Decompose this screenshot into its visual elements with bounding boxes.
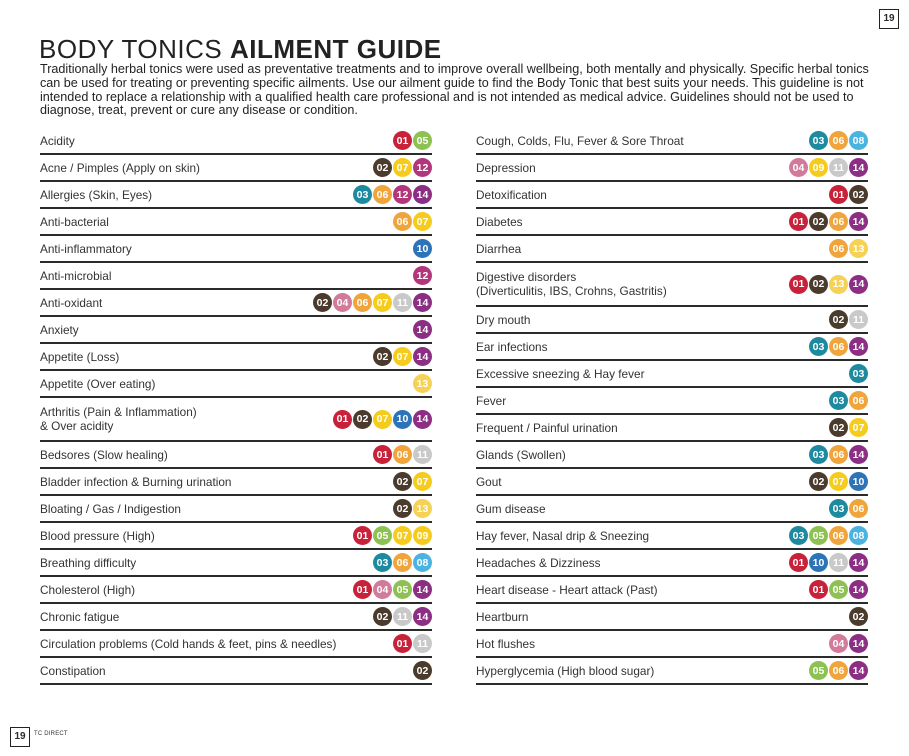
ailment-label: Blood pressure (High) bbox=[40, 528, 155, 543]
ailment-row bbox=[40, 290, 432, 317]
tonic-badges bbox=[849, 364, 868, 383]
ailment-row bbox=[476, 182, 868, 209]
tonic-badges bbox=[373, 553, 432, 572]
ailment-label: Constipation bbox=[40, 663, 106, 678]
tonic-badge: 02 bbox=[373, 158, 392, 177]
tonic-badge: 01 bbox=[809, 580, 828, 599]
ailment-row bbox=[40, 398, 432, 442]
tonic-badges bbox=[373, 607, 432, 626]
tonic-badges bbox=[373, 347, 432, 366]
ailment-label: Bedsores (Slow healing) bbox=[40, 447, 168, 462]
tonic-badge: 01 bbox=[333, 410, 352, 429]
tonic-badges bbox=[829, 310, 868, 329]
ailment-label: Headaches & Dizziness bbox=[476, 555, 601, 570]
ailment-row bbox=[40, 523, 432, 550]
tonic-badges bbox=[809, 131, 868, 150]
tonic-badges bbox=[789, 275, 868, 294]
ailment-label: Heart disease - Heart attack (Past) bbox=[476, 582, 658, 597]
tonic-badge: 02 bbox=[413, 661, 432, 680]
tonic-badge: 08 bbox=[413, 553, 432, 572]
tonic-badges bbox=[809, 445, 868, 464]
brand-label: TC DIRECT bbox=[34, 731, 68, 737]
tonic-badge: 14 bbox=[413, 185, 432, 204]
ailment-row bbox=[476, 263, 868, 307]
tonic-badge: 11 bbox=[393, 607, 412, 626]
ailment-label: Frequent / Painful urination bbox=[476, 420, 618, 435]
ailment-row bbox=[476, 496, 868, 523]
tonic-badge: 11 bbox=[829, 158, 848, 177]
ailment-label: Anti-bacterial bbox=[40, 214, 109, 229]
tonic-badge: 07 bbox=[393, 347, 412, 366]
tonic-badges bbox=[413, 239, 432, 258]
tonic-badge: 11 bbox=[413, 634, 432, 653]
ailment-label: Chronic fatigue bbox=[40, 609, 120, 624]
tonic-badge: 09 bbox=[809, 158, 828, 177]
ailment-row bbox=[40, 469, 432, 496]
tonic-badges bbox=[413, 320, 432, 339]
tonic-badge: 06 bbox=[393, 212, 412, 231]
ailment-label: Cough, Colds, Flu, Fever & Sore Throat bbox=[476, 133, 684, 148]
tonic-badges bbox=[789, 212, 868, 231]
ailment-row bbox=[40, 209, 432, 236]
tonic-badge: 02 bbox=[313, 293, 332, 312]
tonic-badge: 03 bbox=[809, 445, 828, 464]
tonic-badge: 07 bbox=[393, 526, 412, 545]
tonic-badge: 03 bbox=[809, 131, 828, 150]
tonic-badge: 08 bbox=[849, 131, 868, 150]
ailment-label: Anti-inflammatory bbox=[40, 241, 132, 256]
ailment-label: Depression bbox=[476, 160, 536, 175]
ailment-label: Allergies (Skin, Eyes) bbox=[40, 187, 153, 202]
ailment-label: Dry mouth bbox=[476, 312, 531, 327]
tonic-badge: 07 bbox=[413, 472, 432, 491]
page-number-bottom: 19 bbox=[10, 727, 30, 747]
page-number-top: 19 bbox=[879, 9, 899, 29]
intro-paragraph: Traditionally herbal tonics were used as preventative treatments and to improve overall wellbeing, both mentally and physically. Specific herbal tonics can be used for treating or preventing specific ailments. Use our ailment guide to find the Body Tonic that best suits your needs. This guideline is not intended to replace a relationship with a qualified health care professional and is not intended as medical advice. Guidelines should not be used to diagnose, treat, prevent or cure any disease or condition. bbox=[40, 62, 869, 118]
tonic-badge: 01 bbox=[353, 580, 372, 599]
ailment-label: Appetite (Loss) bbox=[40, 349, 120, 364]
ailment-row bbox=[476, 658, 868, 685]
ailment-row bbox=[40, 344, 432, 371]
tonic-badge: 02 bbox=[353, 410, 372, 429]
tonic-badges bbox=[829, 499, 868, 518]
ailment-label: Cholesterol (High) bbox=[40, 582, 136, 597]
tonic-badge: 13 bbox=[413, 374, 432, 393]
tonic-badges bbox=[849, 607, 868, 626]
tonic-badges bbox=[789, 158, 868, 177]
ailment-row bbox=[40, 442, 432, 469]
tonic-badges bbox=[393, 472, 432, 491]
tonic-badge: 06 bbox=[849, 499, 868, 518]
tonic-badge: 05 bbox=[829, 580, 848, 599]
ailment-row bbox=[476, 334, 868, 361]
tonic-badge: 05 bbox=[373, 526, 392, 545]
tonic-badge: 06 bbox=[829, 661, 848, 680]
tonic-badge: 03 bbox=[353, 185, 372, 204]
tonic-badges bbox=[829, 185, 868, 204]
tonic-badge: 14 bbox=[413, 293, 432, 312]
tonic-badges bbox=[809, 472, 868, 491]
tonic-badge: 03 bbox=[373, 553, 392, 572]
ailment-row bbox=[40, 371, 432, 398]
ailment-label: Hyperglycemia (High blood sugar) bbox=[476, 663, 655, 678]
tonic-badge: 04 bbox=[333, 293, 352, 312]
ailment-row bbox=[476, 307, 868, 334]
ailment-row bbox=[476, 236, 868, 263]
tonic-badge: 11 bbox=[849, 310, 868, 329]
tonic-badge: 12 bbox=[413, 158, 432, 177]
ailment-label: Heartburn bbox=[476, 609, 529, 624]
tonic-badge: 06 bbox=[829, 212, 848, 231]
ailment-label: Fever bbox=[476, 393, 507, 408]
tonic-badges bbox=[789, 553, 868, 572]
tonic-badge: 07 bbox=[373, 410, 392, 429]
tonic-badge: 06 bbox=[849, 391, 868, 410]
ailment-row bbox=[40, 128, 432, 155]
tonic-badge: 14 bbox=[849, 445, 868, 464]
tonic-badge: 06 bbox=[829, 337, 848, 356]
ailment-row bbox=[476, 128, 868, 155]
tonic-badges bbox=[353, 580, 432, 599]
tonic-badge: 14 bbox=[849, 275, 868, 294]
tonic-badges bbox=[353, 185, 432, 204]
tonic-badge: 01 bbox=[373, 445, 392, 464]
tonic-badge: 14 bbox=[849, 634, 868, 653]
tonic-badge: 01 bbox=[789, 553, 808, 572]
tonic-badge: 01 bbox=[393, 131, 412, 150]
ailment-label: Acidity bbox=[40, 133, 75, 148]
tonic-badge: 02 bbox=[373, 607, 392, 626]
ailment-label: Diarrhea bbox=[476, 241, 522, 256]
tonic-badge: 04 bbox=[829, 634, 848, 653]
title-bold: AILMENT GUIDE bbox=[229, 34, 442, 64]
ailment-row bbox=[40, 317, 432, 344]
ailment-row bbox=[476, 155, 868, 182]
tonic-badge: 07 bbox=[829, 472, 848, 491]
tonic-badge: 03 bbox=[809, 337, 828, 356]
tonic-badge: 07 bbox=[393, 158, 412, 177]
tonic-badge: 08 bbox=[849, 526, 868, 545]
tonic-badge: 01 bbox=[393, 634, 412, 653]
tonic-badge: 01 bbox=[829, 185, 848, 204]
tonic-badges bbox=[829, 391, 868, 410]
tonic-badges bbox=[393, 212, 432, 231]
ailment-row bbox=[40, 550, 432, 577]
ailment-row bbox=[476, 361, 868, 388]
tonic-badge: 04 bbox=[373, 580, 392, 599]
ailment-row bbox=[476, 550, 868, 577]
ailment-row bbox=[40, 604, 432, 631]
tonic-badge: 06 bbox=[829, 526, 848, 545]
ailment-label: Appetite (Over eating) bbox=[40, 376, 156, 391]
tonic-badges bbox=[413, 266, 432, 285]
tonic-badge: 03 bbox=[829, 391, 848, 410]
tonic-badge: 14 bbox=[413, 607, 432, 626]
ailment-label: Anxiety bbox=[40, 322, 79, 337]
ailment-label: Anti-microbial bbox=[40, 268, 112, 283]
tonic-badge: 12 bbox=[413, 266, 432, 285]
ailment-row bbox=[476, 577, 868, 604]
ailment-row bbox=[476, 469, 868, 496]
tonic-badge: 14 bbox=[849, 158, 868, 177]
ailment-label: Detoxification bbox=[476, 187, 547, 202]
tonic-badges bbox=[809, 661, 868, 680]
tonic-badge: 02 bbox=[393, 499, 412, 518]
tonic-badge: 02 bbox=[809, 275, 828, 294]
ailment-label: Circulation problems (Cold hands & feet, pins & needles) bbox=[40, 636, 337, 651]
tonic-badge: 03 bbox=[789, 526, 808, 545]
ailment-label: Anti-oxidant bbox=[40, 295, 103, 310]
tonic-badges bbox=[393, 499, 432, 518]
ailment-row bbox=[476, 388, 868, 415]
tonic-badge: 06 bbox=[353, 293, 372, 312]
tonic-badges bbox=[789, 526, 868, 545]
tonic-badge: 10 bbox=[393, 410, 412, 429]
ailment-label: Glands (Swollen) bbox=[476, 447, 566, 462]
tonic-badge: 02 bbox=[393, 472, 412, 491]
tonic-badge: 14 bbox=[413, 580, 432, 599]
tonic-badge: 12 bbox=[393, 185, 412, 204]
tonic-badges bbox=[313, 293, 432, 312]
tonic-badge: 05 bbox=[809, 661, 828, 680]
tonic-badges bbox=[373, 158, 432, 177]
ailment-list-left bbox=[40, 128, 432, 685]
tonic-badge: 09 bbox=[413, 526, 432, 545]
tonic-badge: 13 bbox=[829, 275, 848, 294]
tonic-badge: 14 bbox=[413, 347, 432, 366]
ailment-label: Excessive sneezing & Hay fever bbox=[476, 366, 645, 381]
ailment-label: Bloating / Gas / Indigestion bbox=[40, 501, 181, 516]
tonic-badge: 14 bbox=[849, 212, 868, 231]
tonic-badge: 06 bbox=[373, 185, 392, 204]
ailment-label: Hot flushes bbox=[476, 636, 536, 651]
tonic-badges bbox=[333, 410, 432, 429]
tonic-badges bbox=[393, 634, 432, 653]
ailment-label: Acne / Pimples (Apply on skin) bbox=[40, 160, 200, 175]
tonic-badges bbox=[393, 131, 432, 150]
ailment-label: Breathing difficulty bbox=[40, 555, 137, 570]
tonic-badge: 11 bbox=[393, 293, 412, 312]
ailment-row bbox=[40, 577, 432, 604]
tonic-badge: 05 bbox=[413, 131, 432, 150]
ailment-label: Arthritis (Pain & Inflammation) & Over acidity bbox=[40, 405, 197, 433]
tonic-badge: 04 bbox=[789, 158, 808, 177]
tonic-badge: 05 bbox=[393, 580, 412, 599]
ailment-row bbox=[476, 604, 868, 631]
ailment-list-right bbox=[476, 128, 868, 685]
tonic-badges bbox=[809, 337, 868, 356]
tonic-badge: 03 bbox=[849, 364, 868, 383]
ailment-label: Diabetes bbox=[476, 214, 523, 229]
tonic-badge: 14 bbox=[849, 580, 868, 599]
ailment-label: Ear infections bbox=[476, 339, 548, 354]
ailment-row bbox=[476, 631, 868, 658]
ailment-row bbox=[40, 263, 432, 290]
tonic-badge: 06 bbox=[829, 445, 848, 464]
tonic-badge: 13 bbox=[849, 239, 868, 258]
ailment-label: Bladder infection & Burning urination bbox=[40, 474, 232, 489]
tonic-badge: 14 bbox=[849, 337, 868, 356]
tonic-badge: 03 bbox=[829, 499, 848, 518]
tonic-badge: 06 bbox=[829, 239, 848, 258]
tonic-badge: 02 bbox=[849, 607, 868, 626]
tonic-badge: 14 bbox=[849, 553, 868, 572]
tonic-badge: 06 bbox=[393, 553, 412, 572]
tonic-badge: 07 bbox=[413, 212, 432, 231]
tonic-badge: 07 bbox=[849, 418, 868, 437]
ailment-row bbox=[476, 209, 868, 236]
ailment-row bbox=[476, 523, 868, 550]
tonic-badges bbox=[413, 661, 432, 680]
tonic-badges bbox=[413, 374, 432, 393]
tonic-badge: 10 bbox=[413, 239, 432, 258]
page-title bbox=[39, 34, 442, 65]
ailment-label: Digestive disorders (Diverticulitis, IBS, Crohns, Gastritis) bbox=[476, 270, 667, 298]
tonic-badge: 14 bbox=[413, 320, 432, 339]
tonic-badge: 02 bbox=[373, 347, 392, 366]
tonic-badge: 02 bbox=[809, 212, 828, 231]
tonic-badge: 07 bbox=[373, 293, 392, 312]
tonic-badges bbox=[829, 634, 868, 653]
tonic-badge: 10 bbox=[849, 472, 868, 491]
tonic-badges bbox=[809, 580, 868, 599]
tonic-badges bbox=[829, 418, 868, 437]
tonic-badge: 06 bbox=[829, 131, 848, 150]
ailment-row bbox=[40, 236, 432, 263]
tonic-badges bbox=[829, 239, 868, 258]
ailment-label: Gout bbox=[476, 474, 502, 489]
ailment-row bbox=[40, 155, 432, 182]
ailment-label: Gum disease bbox=[476, 501, 546, 516]
tonic-badge: 02 bbox=[829, 310, 848, 329]
tonic-badge: 02 bbox=[829, 418, 848, 437]
tonic-badge: 11 bbox=[413, 445, 432, 464]
tonic-badge: 01 bbox=[353, 526, 372, 545]
tonic-badges bbox=[373, 445, 432, 464]
tonic-badge: 01 bbox=[789, 212, 808, 231]
tonic-badge: 14 bbox=[413, 410, 432, 429]
tonic-badge: 01 bbox=[789, 275, 808, 294]
tonic-badge: 05 bbox=[809, 526, 828, 545]
ailment-row bbox=[476, 442, 868, 469]
tonic-badge: 13 bbox=[413, 499, 432, 518]
tonic-badge: 10 bbox=[809, 553, 828, 572]
ailment-label: Hay fever, Nasal drip & Sneezing bbox=[476, 528, 650, 543]
ailment-row bbox=[40, 631, 432, 658]
ailment-row bbox=[40, 182, 432, 209]
tonic-badge: 06 bbox=[393, 445, 412, 464]
tonic-badges bbox=[353, 526, 432, 545]
title-light: BODY TONICS bbox=[39, 34, 223, 64]
tonic-badge: 02 bbox=[809, 472, 828, 491]
tonic-badge: 02 bbox=[849, 185, 868, 204]
tonic-badge: 14 bbox=[849, 661, 868, 680]
ailment-row bbox=[40, 496, 432, 523]
ailment-row bbox=[476, 415, 868, 442]
tonic-badge: 11 bbox=[829, 553, 848, 572]
ailment-row bbox=[40, 658, 432, 685]
